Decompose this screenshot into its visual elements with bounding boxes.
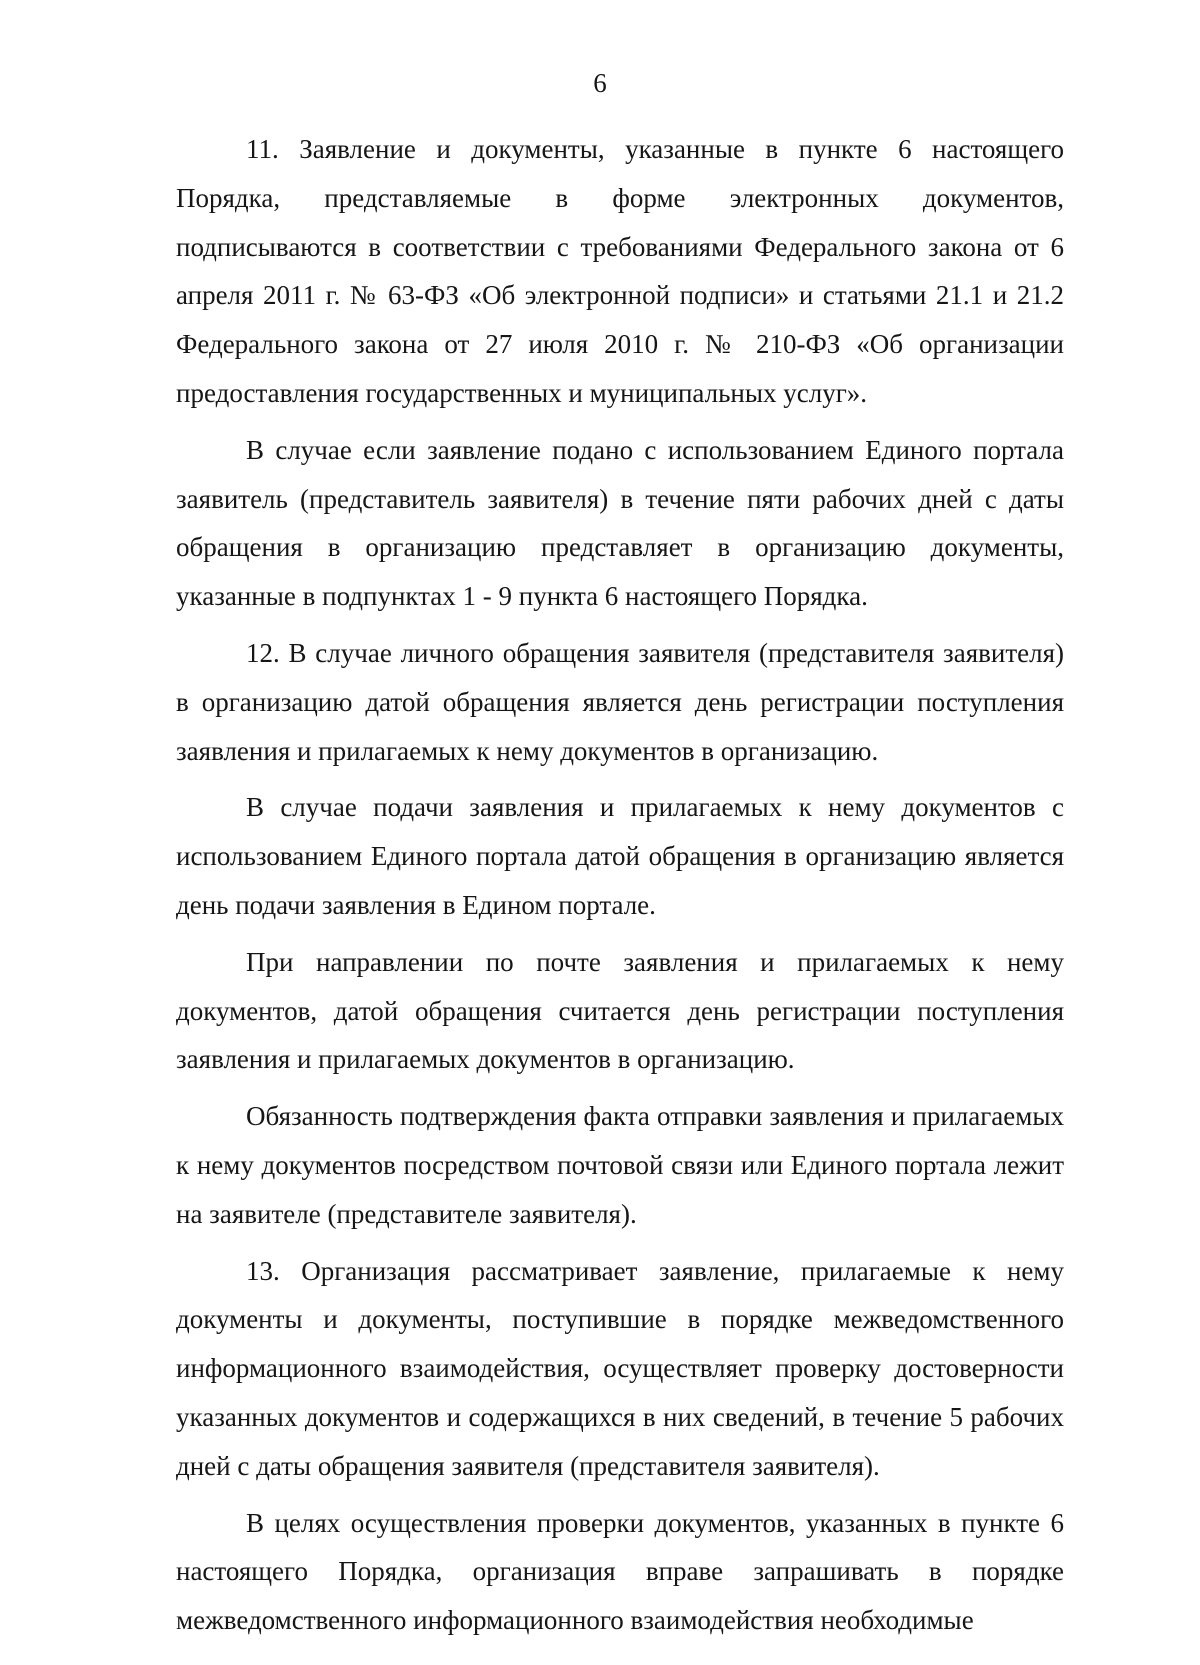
- document-body: [176, 125, 1064, 1653]
- paragraph-12-post: При направлении по почте заявления и прилагаемых к нему документов, датой обращения считается день регистрации поступления заявления и прилагаемых документов в организацию.: [176, 946, 1064, 1075]
- paragraph-13: 13. Организация рассматривает заявление, прилагаемые к нему документы и документы, поступившие в порядке межведомственного информационного взаимодействия, осуществляет проверку достоверности указанных документов и содержащихся в них сведений, в течение 5 рабочих дней с даты обращения заявителя (представителя заявителя).: [176, 1255, 1064, 1481]
- paragraph-11: 11. Заявление и документы, указанные в пункте 6 настоящего Порядка, представляемые в форме электронных документов, подписываются в соответствии с требованиями Федерального закона от 6 апреля 2011 г. № 63-ФЗ «Об электронной подписи» и статьями 21.1 и 21.2 Федерального закона от 27 июля 2010 г. № 210-ФЗ «Об организации предоставления государственных и муниципальных услуг».: [176, 134, 1064, 408]
- page-number: 6: [593, 68, 607, 98]
- paragraph-12-portal: В случае подачи заявления и прилагаемых к нему документов с использованием Единого портала датой обращения в организацию является день подачи заявления в Едином портале.: [176, 792, 1064, 920]
- paragraph-12: 12. В случае личного обращения заявителя (представителя заявителя) в организацию датой обращения является день регистрации поступления заявления и прилагаемых к нему документов в организацию.: [176, 637, 1064, 766]
- paragraph-12-obligation: Обязанность подтверждения факта отправки заявления и прилагаемых к нему документов посредством почтовой связи или Единого портала лежит на заявителе (представителе заявителя).: [176, 1101, 1064, 1229]
- paragraph-13-verification: В целях осуществления проверки документов, указанных в пункте 6 настоящего Порядка, организация вправе запрашивать в порядке межведомственного информационного взаимодействия необходимые: [176, 1507, 1064, 1636]
- paragraph-11-continuation: В случае если заявление подано с использованием Единого портала заявитель (представитель заявителя) в течение пяти рабочих дней с даты обращения в организацию представляет в организацию документы, указанные в подпунктах 1 - 9 пункта 6 настоящего Порядка.: [176, 434, 1064, 612]
